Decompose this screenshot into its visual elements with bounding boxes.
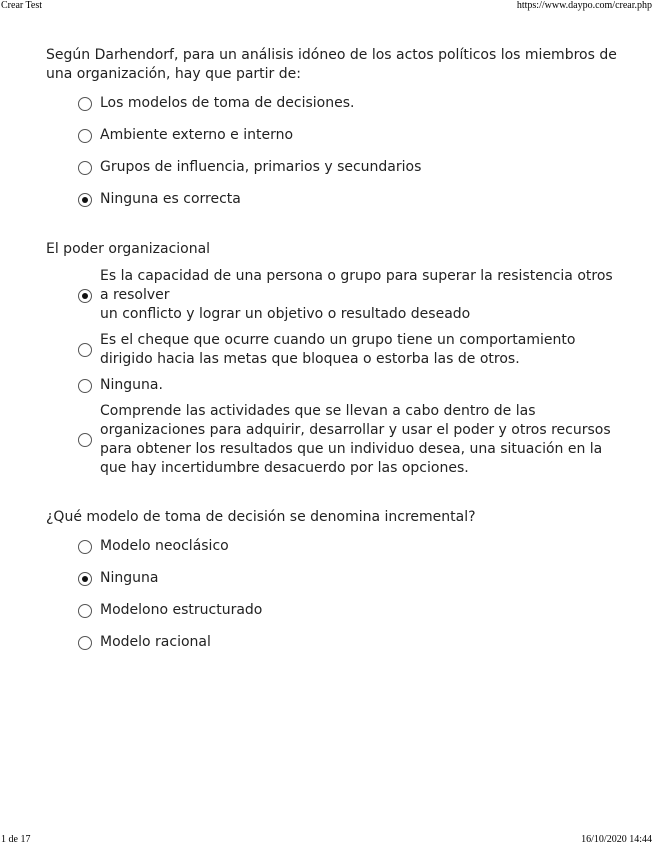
radio-button[interactable] (78, 604, 92, 618)
header-page-title: Crear Test (1, 0, 43, 11)
option-item[interactable] (78, 158, 621, 177)
option-item[interactable] (78, 94, 621, 113)
header-url: https://www.daypo.com/crear.php (516, 0, 652, 11)
radio-button[interactable] (78, 129, 92, 143)
radio-button[interactable] (78, 97, 92, 111)
option-item[interactable] (78, 402, 621, 478)
question-3 (46, 508, 621, 652)
option-item[interactable] (78, 376, 621, 395)
option-item[interactable] (78, 190, 621, 209)
radio-button[interactable] (78, 379, 92, 393)
option-label: Grupos de influencia, primarios y secundarios (100, 159, 422, 175)
option-item[interactable] (78, 633, 621, 652)
radio-button-selected[interactable] (78, 289, 92, 303)
option-label: Modelono estructurado (100, 602, 263, 618)
radio-button[interactable] (78, 433, 92, 447)
print-timestamp: 16/10/2020 14:44 (581, 834, 652, 845)
option-label: Modelo neoclásico (100, 538, 229, 554)
option-label: Los modelos de toma de decisiones. (100, 95, 355, 111)
option-item[interactable] (78, 331, 621, 369)
options-list (78, 94, 621, 209)
radio-button[interactable] (78, 636, 92, 650)
radio-button[interactable] (78, 343, 92, 357)
option-item[interactable] (78, 267, 621, 324)
radio-button-selected[interactable] (78, 193, 92, 207)
question-text: El poder organizacional (46, 241, 211, 257)
question-text: Según Darhendorf, para un análisis idóneo de los actos políticos los miembros de una organización, hay que partir de: (46, 47, 617, 82)
radio-button[interactable] (78, 161, 92, 175)
print-footer (0, 834, 655, 848)
option-label: Modelo racional (100, 634, 211, 650)
question-2 (46, 240, 621, 478)
print-header (0, 0, 655, 14)
option-label: Comprende las actividades que se llevan a cabo dentro de las organizaciones para adquirir, desarrollar y usar el poder y otros recursos para obtener los resultados que un individuo desea, una situación en la que hay incertidumbre desacuerdo por las opciones. (100, 403, 611, 476)
option-label: Ambiente externo e interno (100, 127, 294, 143)
option-item[interactable] (78, 569, 621, 588)
option-item[interactable] (78, 126, 621, 145)
option-item[interactable] (78, 601, 621, 620)
option-label: Es el cheque que ocurre cuando un grupo tiene un comportamiento dirigido hacia las metas que bloquea o estorba las de otros. (100, 332, 576, 367)
question-1 (46, 46, 621, 209)
question-text: ¿Qué modelo de toma de decisión se denomina incremental? (46, 509, 476, 525)
option-label: Es la capacidad de una persona o grupo para superar la resistencia otros a resolver un conflicto y lograr un objetivo o resultado deseado (100, 268, 613, 322)
option-label: Ninguna es correcta (100, 191, 241, 207)
option-label: Ninguna (100, 570, 159, 586)
radio-button[interactable] (78, 540, 92, 554)
options-list (78, 537, 621, 652)
page-counter: 1 de 17 (1, 834, 31, 845)
option-item[interactable] (78, 537, 621, 556)
option-label: Ninguna. (100, 377, 163, 393)
radio-button-selected[interactable] (78, 572, 92, 586)
options-list (78, 267, 621, 478)
